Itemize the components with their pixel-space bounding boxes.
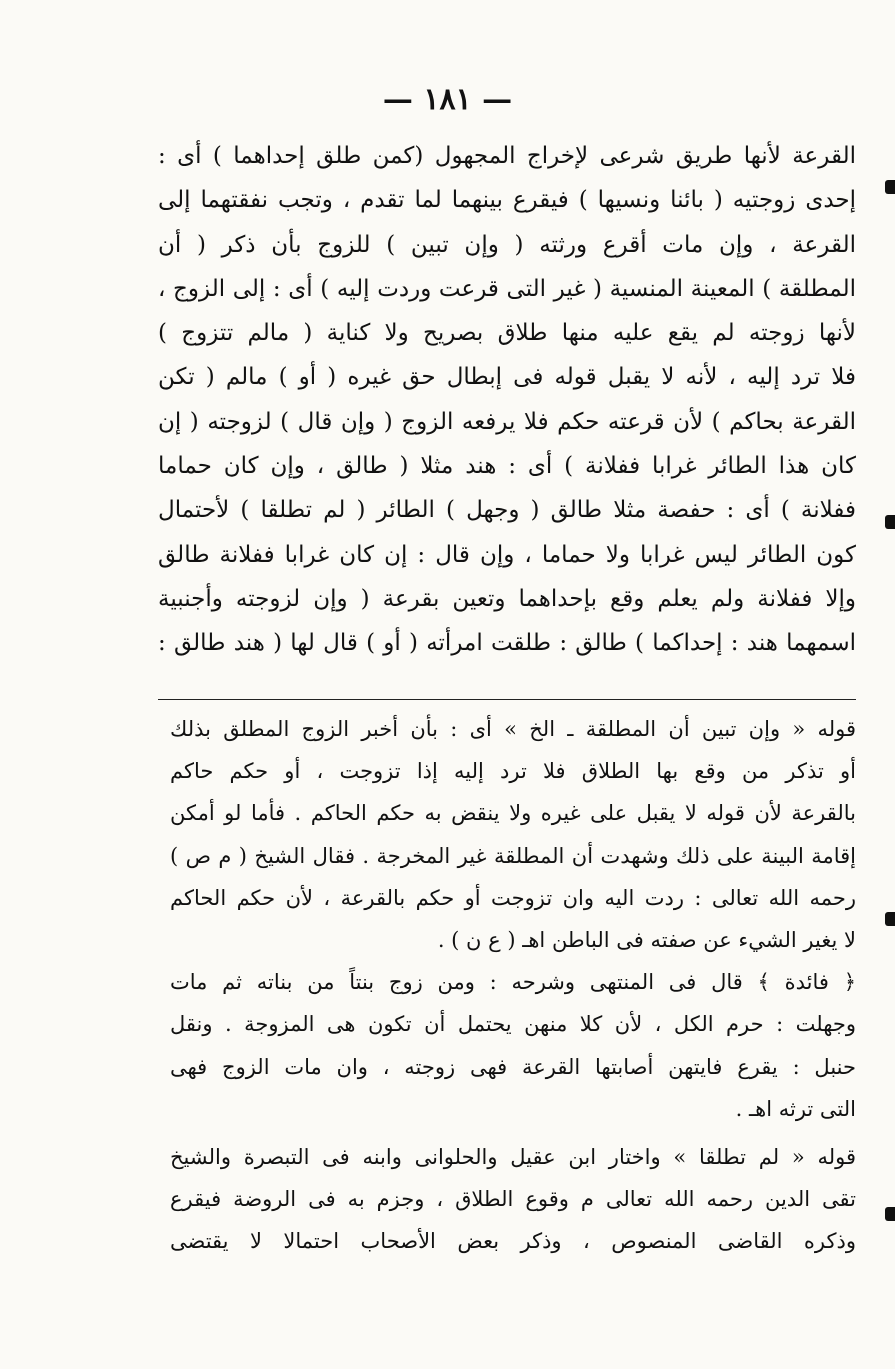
footnote-line: وذكره القاضى المنصوص ، وذكر بعض الأصحاب احتمالا لا يقتضى	[170, 1229, 856, 1254]
footnote-line: تقى الدين رحمه الله تعالى م وقوع الطلاق ، وجزم به فى الروضة فيقرع	[170, 1187, 856, 1212]
main-text-line: القرعة لأنها طريق شرعى لإخراج المجهول (كمن طلق إحداهما ) أى :	[158, 143, 856, 169]
footnote-line: قوله « وإن تبين أن المطلقة ـ الخ » أى : بأن أخبر الزوج المطلق بذلك	[170, 717, 856, 741]
margin-mark	[885, 912, 895, 926]
footnote-line: وجهلت : حرم الكل ، لأن كلا منهن يحتمل أن تكون هى المزوجة . ونقل	[170, 1012, 856, 1037]
footnote-line: رحمه الله تعالى : ردت اليه وان تزوجت أو حكم بالقرعة ، لأن حكم الحاكم	[170, 885, 856, 910]
footnote-line: حنبل : يقرع فايتهن أصابتها القرعة فهى زوجته ، وان مات الزوج فهى	[170, 1054, 856, 1079]
page-number: — ١٨١ —	[382, 82, 513, 117]
margin-mark	[885, 180, 895, 194]
main-text-line: لأنها زوجته لم يقع عليه منها طلاق بصريح ولا كناية ( مالم تتزوج )	[158, 320, 856, 347]
footnote-line: أو تذكر من وقع بها الطلاق فلا ترد إليه إذا تزوجت ، أو حكم حاكم	[170, 759, 856, 784]
footnotes	[170, 708, 856, 1262]
main-text-line: المطلقة ) المعينة المنسية ( غير التى قرعت وردت إليه ) أى : إلى الزوج ،	[158, 275, 856, 302]
main-text-line: القرعة ، وإن مات أقرع ورثته ( وإن تبين ) للزوج بأن ذكر ( أن	[158, 231, 856, 258]
main-text-line: اسمهما هند : إحداكما ) طالق : طلقت امرأته ( أو ) قال لها ( هند طالق :	[158, 630, 856, 657]
footnote-line: التى ترثه اهـ .	[735, 1096, 856, 1121]
footnote-divider	[158, 699, 856, 700]
footnote-line: ﴿ فائدة ﴾ قال فى المنتهى وشرحه : ومن زوج بنتاً من بناته ثم مات	[170, 970, 856, 995]
main-text-line: فلا ترد إليه ، لأنه لا يقبل قوله فى إبطال حق غيره ( أو ) مالم ( تكن	[158, 364, 856, 391]
footnote-paragraph	[170, 708, 856, 961]
footnote-line: إقامة البينة على ذلك وشهدت أن المطلقة غير المخرجة . فقال الشيخ ( م ص )	[170, 843, 856, 868]
footnote-line: قوله « لم تطلقا » واختار ابن عقيل والحلوانى وابنه فى التبصرة والشيخ	[170, 1144, 856, 1169]
margin-mark	[885, 1207, 895, 1221]
footnote-paragraph	[170, 1136, 856, 1263]
footnote-line: بالقرعة لأن قوله لا يقبل على غيره ولا ينقض به حكم الحاكم . فأما لو أمكن	[170, 801, 856, 826]
main-text-line: إحدى زوجتيه ( بائنا ونسيها ) فيقرع بينهما لما تقدم ، وتجب نفقتهما إلى	[158, 187, 856, 214]
main-text-line: ففلانة ) أى : حفصة مثلا طالق ( وجهل ) الطائر ( لم تطلقا ) لأحتمال	[158, 497, 856, 524]
footnote-paragraph	[170, 961, 856, 1130]
margin-mark	[885, 515, 895, 529]
main-text	[158, 134, 856, 666]
main-text-line: كان هذا الطائر غرابا ففلانة ) أى : هند مثلا ( طالق ، وإن كان حماما	[158, 453, 856, 480]
main-text-line: كون الطائر ليس غرابا ولا حماما ، وإن قال : إن كان غرابا ففلانة طالق	[158, 541, 856, 568]
footnote-line: لا يغير الشيء عن صفته فى الباطن اهـ ( ع ن ) .	[437, 927, 856, 952]
main-text-line: وإلا ففلانة ولم يعلم وقع بإحداهما وتعين بقرعة ( وإن لزوجته وأجنبية	[158, 585, 856, 612]
main-text-line: القرعة بحاكم ) لأن قرعته حكم فلا يرفعه الزوج ( وإن قال ) لزوجته ( إن	[158, 408, 856, 435]
